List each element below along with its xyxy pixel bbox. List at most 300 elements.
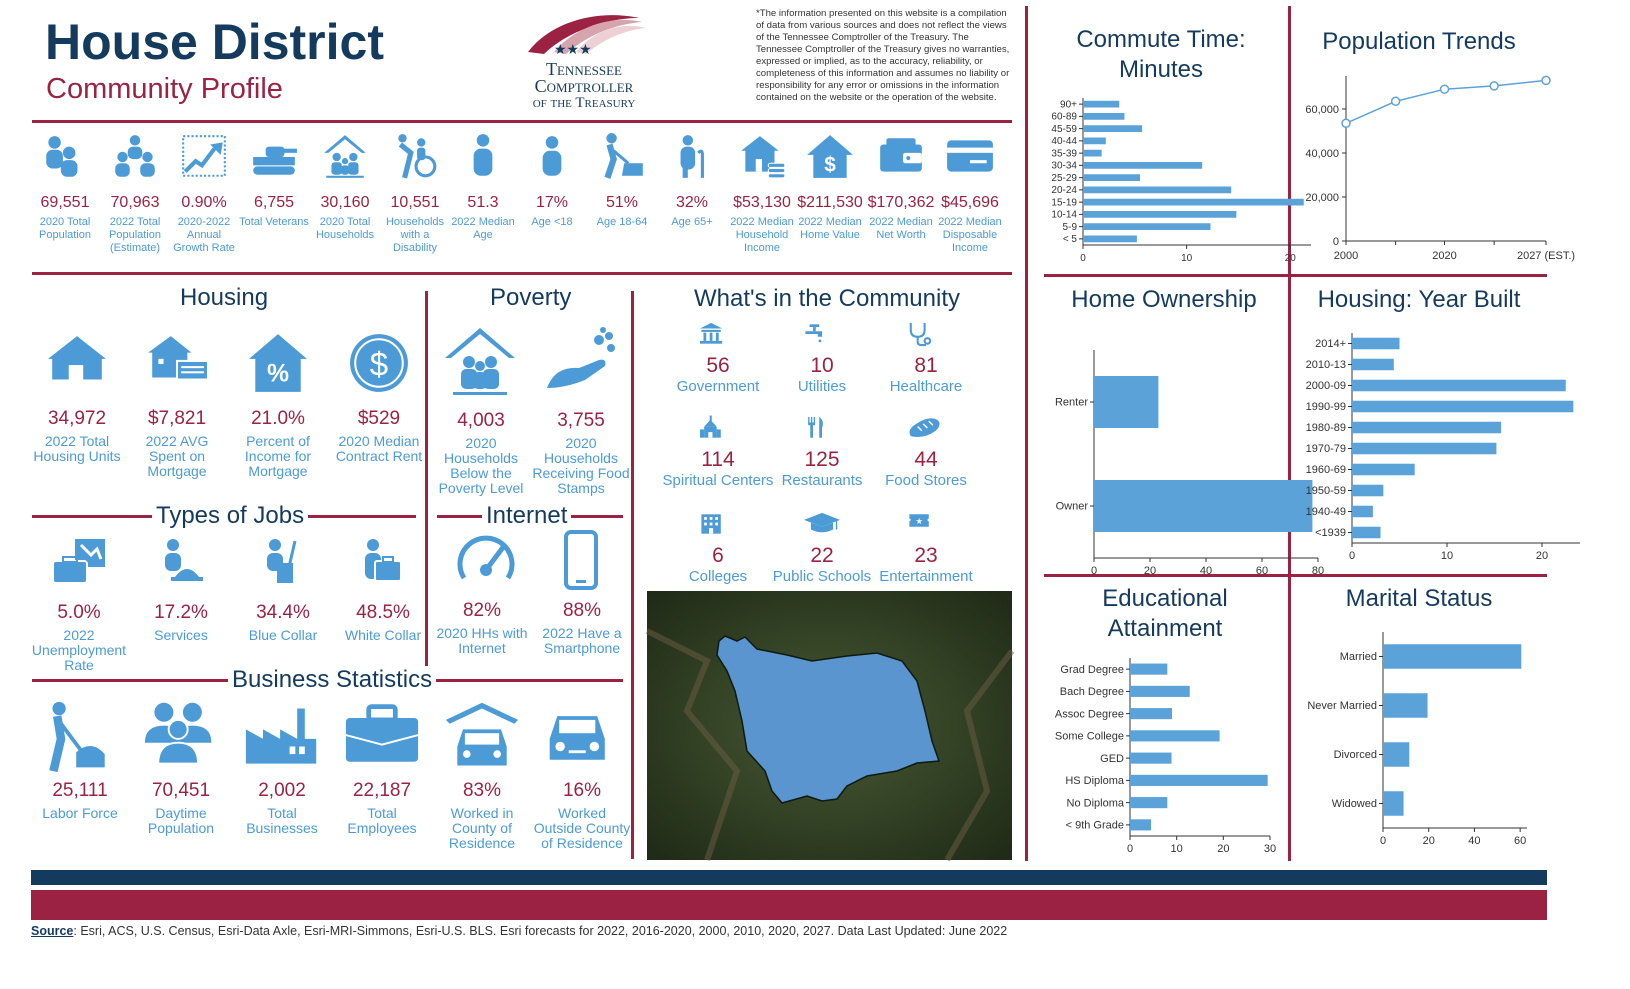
y-tick-label: 60,000	[1305, 104, 1339, 116]
business-stat-value: 25,111	[52, 780, 108, 801]
community-item-label: Government	[676, 378, 760, 395]
community-item-count: 81	[914, 354, 938, 377]
internet-stat-label: 2022 Have a Smartphone	[542, 625, 622, 656]
x-tick-label: 40	[1199, 565, 1213, 577]
x-tick-label: 10	[1170, 843, 1183, 855]
top-stat	[447, 132, 519, 242]
services-icon	[153, 536, 209, 588]
y-tick-label: Widowed	[1331, 798, 1377, 811]
y-tick-label: Grad Degree	[1060, 663, 1124, 676]
car-garage-icon	[444, 700, 520, 774]
business-title: Business Statistics	[228, 666, 436, 694]
top-stat	[99, 132, 171, 255]
ownership-chart-title: Home Ownership	[1071, 286, 1257, 313]
top-stat	[379, 132, 451, 255]
x-tick-label: 0	[1080, 253, 1086, 264]
y-tick-label: GED	[1100, 752, 1124, 765]
faucet-icon	[804, 318, 840, 350]
top-stat-value: $170,362	[867, 194, 935, 211]
chart-grid-horizontal-1	[1044, 274, 1547, 277]
y-tick-label: < 5	[1062, 234, 1077, 246]
community-item-count: 114	[701, 448, 735, 471]
bar	[1352, 359, 1394, 371]
car-icon	[544, 700, 620, 774]
x-tick-label: 60	[1514, 835, 1527, 847]
growth-chart-icon	[179, 132, 229, 182]
poverty-stat-label: 2020 Households Receiving Food Stamps	[532, 435, 630, 496]
top-stat-value: 51%	[605, 194, 639, 211]
y-tick-label: 35-39	[1051, 148, 1077, 160]
internet-stat-value: 88%	[562, 600, 602, 621]
marital-chart	[1293, 630, 1543, 860]
yearbuilt-chart-title: Housing: Year Built	[1317, 286, 1521, 313]
blue-collar-icon	[255, 536, 311, 588]
internet-stat-label: 2020 HHs with Internet	[436, 625, 528, 656]
top-stat	[934, 132, 1006, 255]
svg-text:$: $	[369, 346, 389, 384]
community-item-count: 125	[804, 448, 840, 471]
top-stat	[726, 132, 798, 255]
bar	[1352, 443, 1496, 455]
bar	[1352, 506, 1373, 518]
population-chart	[1293, 70, 1576, 270]
top-stat-label: Age <18	[531, 216, 573, 228]
x-tick-label: 2020	[1432, 250, 1457, 262]
commute-chart	[1040, 90, 1296, 270]
household-icon	[320, 132, 370, 182]
church-icon	[700, 412, 736, 444]
page-subtitle: Community Profile	[46, 73, 283, 105]
disclaimer: *The information presented on this website is a compilation of data from various sources and does not reflect the views of the Tennessee Comptroller of the Treasury. The Tennessee Comptroller of the Treasury gives no warranties, expressed or implied, as to the accuracy, reliability, or completeness of this information and assumes no liability or responsibility for any error or omissions in the information contained on the website or the operation of the website.	[756, 8, 1010, 103]
x-tick-label: 80	[1311, 565, 1325, 577]
bar	[1130, 775, 1268, 786]
business-stat	[30, 700, 130, 821]
tank-icon	[249, 132, 299, 182]
job-stat-value: 17.2%	[154, 602, 208, 623]
dollar-circle-icon	[348, 332, 410, 394]
marital-chart-title: Marital Status	[1345, 585, 1493, 612]
top-stat-label: 2022 Median Net Worth	[869, 216, 933, 241]
people-icon	[40, 132, 90, 182]
job-stat	[333, 536, 433, 643]
ticket-icon	[908, 508, 944, 540]
bar	[1383, 644, 1521, 669]
y-tick-label: 30-34	[1051, 160, 1077, 172]
y-tick-label: HS Diploma	[1065, 775, 1124, 788]
utensils-icon	[804, 412, 840, 444]
bar	[1130, 797, 1167, 808]
community-item-label: Utilities	[797, 378, 847, 395]
house-coins-icon	[737, 132, 787, 182]
community-item-label: Public Schools	[772, 568, 872, 585]
community-item	[658, 508, 778, 586]
poverty-stat-label: 2020 Households Below the Poverty Level	[438, 435, 524, 496]
district-map-svg	[647, 591, 1012, 860]
top-stat	[656, 132, 728, 229]
internet-stat-value: 82%	[462, 600, 502, 621]
footer-navy-band	[31, 870, 1547, 885]
community-item-count: 56	[706, 354, 730, 377]
housing-stat	[27, 332, 127, 464]
community-item	[762, 412, 882, 490]
business-stat	[232, 700, 332, 836]
community-item	[866, 508, 986, 586]
y-tick-label: 1980-89	[1305, 422, 1346, 435]
business-stat	[432, 700, 532, 851]
bar	[1083, 174, 1140, 181]
top-stat-value: $45,696	[941, 194, 999, 211]
x-tick-label: 2027 (EST.)	[1516, 250, 1576, 262]
commute-chart-title: Commute Time: Minutes	[1076, 26, 1246, 83]
job-stat-label: Blue Collar	[248, 627, 318, 643]
top-stat-value: 51.3	[467, 194, 499, 211]
logo-line-1: Tennessee	[546, 59, 622, 79]
top-stat-label: 2022 Median Home Value	[798, 216, 862, 241]
speedometer-icon	[451, 530, 513, 590]
y-tick-label: Married	[1339, 651, 1377, 664]
y-tick-label: Renter	[1054, 396, 1088, 409]
bar	[1083, 223, 1210, 230]
poverty-stat-value: 3,755	[557, 410, 605, 431]
bar	[1083, 162, 1202, 169]
bar	[1383, 742, 1409, 767]
job-stat-label: Services	[154, 627, 208, 643]
community-item-label: Entertainment	[879, 568, 973, 585]
y-tick-label: 45-59	[1051, 123, 1077, 135]
y-tick-label: Bach Degree	[1059, 686, 1124, 699]
bar	[1130, 819, 1151, 830]
y-tick-label: 40-44	[1051, 136, 1077, 148]
x-tick-label: 0	[1379, 835, 1387, 847]
family-house-icon	[444, 326, 518, 396]
business-stat-label: Total Businesses	[246, 805, 318, 836]
top-stat-value: 69,551	[40, 194, 90, 211]
top-stat-label: 2022 Median Disposable Income	[938, 216, 1002, 254]
bar	[1352, 380, 1566, 392]
top-stat-label: 2022 Total Population (Estimate)	[109, 216, 161, 254]
housing-stat	[329, 332, 429, 464]
housing-stat-label: 2022 AVG Spent on Mortgage	[145, 433, 209, 479]
top-stat-label: Households with a Disability	[385, 216, 445, 254]
wallet-icon	[876, 132, 926, 182]
poverty-title: Poverty	[486, 284, 575, 312]
bar	[1383, 693, 1428, 718]
svg-text:%: %	[266, 360, 290, 388]
x-tick-label: 20	[1422, 835, 1435, 847]
housing-stat-label: Percent of Income for Mortgage	[244, 433, 312, 479]
y-tick-label: 1940-49	[1305, 506, 1346, 519]
community-item-count: 22	[810, 544, 834, 567]
community-item-count: 23	[914, 544, 938, 567]
housing-stat	[228, 332, 328, 479]
chart-grid-horizontal-2	[1044, 574, 1547, 577]
business-stat-label: Daytime Population	[147, 805, 215, 836]
unemployment-icon	[51, 536, 107, 588]
community-title: What's in the Community	[690, 285, 964, 313]
smartphone-icon	[551, 530, 613, 590]
x-tick-label: 20	[1535, 550, 1549, 562]
business-stat-label: Worked Outside County of Residence	[533, 805, 631, 851]
stethoscope-icon	[908, 318, 944, 350]
top-stat-label: 2022 Median Age	[451, 216, 515, 241]
svg-text:★★★: ★★★	[554, 41, 592, 57]
group-icon	[110, 132, 160, 182]
y-tick-label: 25-29	[1051, 172, 1077, 184]
community-item	[658, 318, 778, 396]
district-map[interactable]	[647, 591, 1012, 860]
x-tick-label: 60	[1255, 565, 1269, 577]
y-tick-label: 90+	[1060, 99, 1077, 111]
comptroller-logo	[514, 8, 654, 113]
population-point	[1342, 119, 1350, 127]
population-point	[1490, 82, 1498, 90]
bar	[1083, 199, 1304, 206]
y-tick-label: 20,000	[1305, 192, 1339, 204]
y-tick-label: 1950-59	[1305, 485, 1346, 498]
source-line	[31, 924, 1007, 938]
poverty-stat	[531, 326, 631, 496]
top-stat	[309, 132, 381, 242]
y-tick-label: Assoc Degree	[1054, 708, 1124, 721]
y-tick-label: 2010-13	[1305, 359, 1346, 372]
business-stat-value: 22,187	[352, 780, 412, 801]
internet-stat	[532, 530, 632, 656]
population-point	[1441, 85, 1449, 93]
y-tick-label: 15-19	[1051, 197, 1077, 209]
bar	[1352, 485, 1383, 497]
community-item-label: Food Stores	[885, 472, 967, 489]
top-stat	[516, 132, 588, 229]
y-tick-label: 10-14	[1051, 209, 1077, 221]
main-divider-vertical	[1025, 6, 1028, 861]
bread-icon	[908, 412, 944, 444]
bar	[1130, 664, 1167, 675]
top-stat-label: Age 65+	[671, 216, 713, 228]
community-item-label: Colleges	[688, 568, 748, 585]
housing-stat-value: 21.0%	[251, 408, 305, 429]
child-icon	[527, 132, 577, 182]
business-stat-label: Worked in County of Residence	[448, 805, 516, 851]
poverty-stat-value: 4,003	[457, 410, 505, 431]
factory-icon	[244, 700, 320, 774]
community-item-count: 44	[914, 448, 938, 471]
y-tick-label: 0	[1332, 236, 1339, 248]
x-tick-label: 0	[1348, 550, 1356, 562]
white-collar-icon	[355, 536, 411, 588]
y-tick-label: Never Married	[1307, 700, 1377, 713]
y-tick-label: 2014+	[1315, 338, 1346, 351]
college-icon	[700, 508, 736, 540]
population-point	[1542, 76, 1550, 84]
community-item	[866, 412, 986, 490]
housing-stat-label: 2022 Total Housing Units	[33, 433, 121, 464]
bar	[1083, 211, 1236, 218]
worker-icon	[42, 700, 118, 774]
page-title: House District	[45, 14, 384, 70]
community-item-label: Healthcare	[889, 378, 963, 395]
x-tick-label: 2000	[1333, 250, 1359, 262]
job-stat-value: 34.4%	[256, 602, 310, 623]
bar	[1094, 480, 1312, 532]
graduation-cap-icon	[804, 508, 840, 540]
top-stat	[865, 132, 937, 242]
business-stat-value: 2,002	[258, 780, 306, 801]
business-stat	[332, 700, 432, 836]
hand-coins-icon	[544, 326, 618, 396]
poverty-stat	[431, 326, 531, 496]
y-tick-label: No Diploma	[1066, 797, 1124, 810]
person-icon	[458, 132, 508, 182]
logo-line-2: Comptroller	[534, 76, 634, 96]
bar	[1130, 686, 1190, 697]
bar	[1130, 753, 1172, 764]
top-stat	[168, 132, 240, 255]
y-tick-label: < 9th Grade	[1065, 819, 1124, 832]
community-item-label: Restaurants	[781, 472, 863, 489]
crowd-icon	[143, 700, 219, 774]
y-tick-label: Owner	[1055, 500, 1088, 513]
top-stat-value: 17%	[535, 194, 569, 211]
bar	[1083, 113, 1124, 120]
y-tick-label: 1990-99	[1305, 401, 1346, 414]
bar	[1352, 401, 1573, 413]
business-stat	[532, 700, 632, 851]
y-tick-label: 20-24	[1051, 185, 1077, 197]
svg-text:$: $	[824, 153, 836, 177]
y-tick-label: 2000-09	[1305, 380, 1346, 393]
footer-maroon-band	[31, 890, 1547, 920]
bar	[1352, 338, 1400, 350]
community-item-label: Spiritual Centers	[662, 472, 774, 489]
stats-divider	[32, 272, 1012, 275]
business-stat-value: 83%	[462, 780, 502, 801]
wheelchair-icon	[390, 132, 440, 182]
y-tick-label: 60-89	[1051, 111, 1077, 123]
bar	[1083, 138, 1106, 145]
bar	[1383, 791, 1404, 816]
bar	[1083, 236, 1137, 243]
top-stat-value: $211,530	[797, 194, 863, 211]
community-item	[762, 318, 882, 396]
top-stat-label: 2020-2022 Annual Growth Rate	[173, 216, 235, 254]
y-tick-label: Divorced	[1333, 749, 1377, 762]
top-stat-value: 6,755	[253, 194, 295, 211]
x-tick-label: 10	[1440, 550, 1454, 562]
house-percent-icon	[247, 332, 309, 394]
x-tick-label: 10	[1181, 253, 1193, 264]
logo-line-3: of the Treasury	[532, 95, 636, 111]
top-stat-value: 10,551	[390, 194, 440, 211]
business-stat-value: 70,451	[151, 780, 211, 801]
business-stat-label: Total Employees	[347, 805, 417, 836]
education-chart	[1040, 650, 1285, 860]
bar	[1094, 376, 1158, 428]
job-stat-label: 2022 Unemployment Rate	[31, 627, 127, 673]
bar	[1352, 464, 1415, 476]
y-tick-label: 5-9	[1062, 221, 1077, 233]
credit-card-icon	[945, 132, 995, 182]
x-tick-label: 20	[1143, 565, 1157, 577]
bar	[1083, 150, 1102, 157]
population-chart-title: Population Trends	[1322, 28, 1516, 55]
bar	[1352, 527, 1381, 539]
house-bill-icon	[146, 332, 208, 394]
job-stat-value: 48.5%	[356, 602, 410, 623]
top-stat-label: 2020 Total Population	[39, 216, 91, 241]
top-stat-label: Total Veterans	[239, 216, 309, 228]
top-stat-value: 70,963	[110, 194, 160, 211]
y-tick-label: Some College	[1054, 730, 1124, 743]
top-stat-value: 0.90%	[181, 194, 227, 211]
housing-stat-label: 2020 Median Contract Rent	[335, 433, 423, 464]
bar	[1130, 730, 1220, 741]
y-tick-label: 1970-79	[1305, 443, 1346, 456]
top-stat	[238, 132, 310, 229]
housing-stat-value: $529	[357, 408, 401, 429]
community-item	[866, 318, 986, 396]
briefcase-icon	[344, 700, 420, 774]
ownership-chart	[1040, 330, 1325, 577]
x-tick-label: 30	[1263, 843, 1277, 855]
y-tick-label: 40,000	[1305, 148, 1339, 160]
top-stat	[29, 132, 101, 242]
internet-stat	[432, 530, 532, 656]
education-chart-title: Educational Attainment	[1102, 585, 1228, 642]
x-tick-label: 40	[1468, 835, 1481, 847]
bar	[1083, 187, 1231, 194]
x-tick-label: 20	[1217, 843, 1230, 855]
bar	[1083, 125, 1142, 132]
jobs-title: Types of Jobs	[152, 502, 308, 530]
housing-title: Housing	[176, 284, 272, 312]
community-item	[762, 508, 882, 586]
business-stat-value: 16%	[562, 780, 602, 801]
top-stat-value: 30,160	[320, 194, 370, 211]
business-stat-label: Labor Force	[42, 805, 118, 821]
housing-stat-value: $7,821	[147, 408, 207, 429]
house-icon	[46, 332, 108, 394]
yearbuilt-chart	[1293, 330, 1549, 570]
community-item	[658, 412, 778, 490]
housing-stat-value: 34,972	[47, 408, 107, 429]
top-stat	[794, 132, 866, 242]
government-icon	[700, 318, 736, 350]
bar	[1352, 422, 1501, 434]
svg-text:★: ★	[915, 516, 923, 526]
x-tick-label: 0	[1126, 843, 1134, 855]
source-link[interactable]: Source	[31, 924, 74, 938]
job-stat-label: White Collar	[344, 627, 422, 643]
top-stat-value: 32%	[675, 194, 709, 211]
house-dollar-icon	[805, 132, 855, 182]
header-divider	[32, 120, 1012, 123]
job-stat	[29, 536, 129, 673]
top-stat-value: $53,130	[733, 194, 791, 211]
elder-icon	[667, 132, 717, 182]
x-tick-label: 0	[1090, 565, 1098, 577]
bar	[1130, 708, 1172, 719]
top-stat-label: 2022 Median Household Income	[730, 216, 794, 254]
mower-icon	[597, 132, 647, 182]
community-item-count: 10	[810, 354, 834, 377]
internet-title: Internet	[482, 502, 571, 530]
bar	[1083, 101, 1119, 108]
chart-grid-vertical	[1288, 6, 1291, 861]
top-stat-label: 2020 Total Households	[315, 216, 375, 241]
logo-swoosh-icon	[514, 8, 654, 58]
y-tick-label: 1960-69	[1305, 464, 1346, 477]
job-stat	[233, 536, 333, 643]
